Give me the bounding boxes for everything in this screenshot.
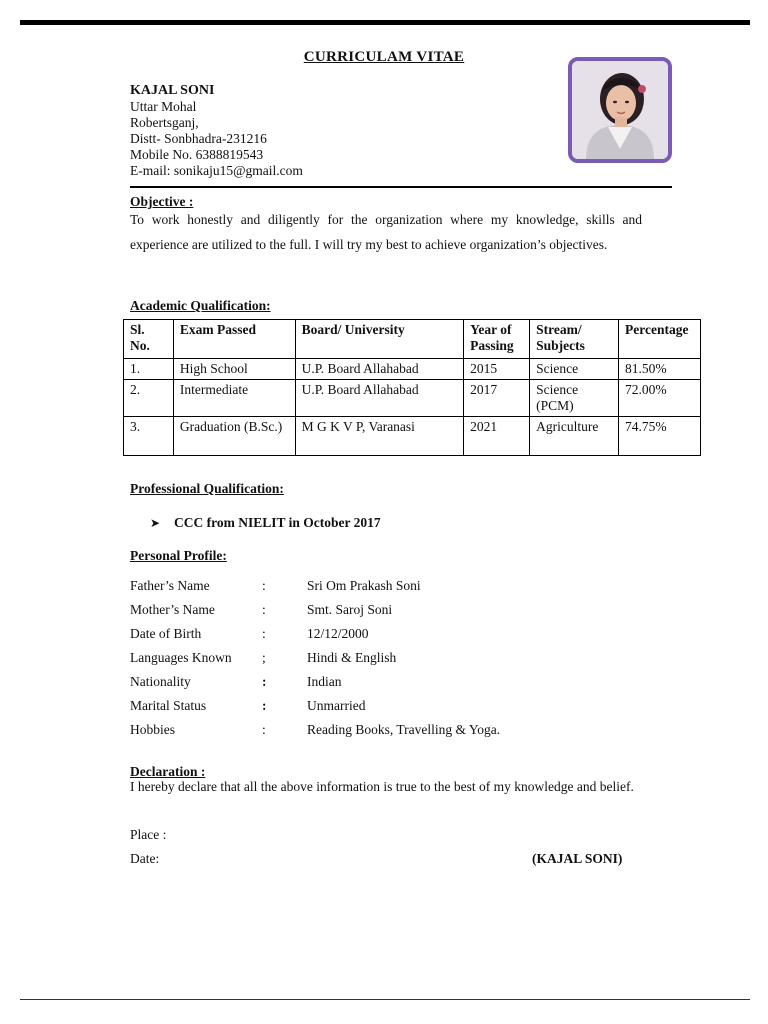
- profile-row: [130, 578, 550, 602]
- top-rule: [20, 20, 750, 25]
- profile-value: Sri Om Prakash Soni: [307, 578, 421, 593]
- table-cell: 81.50%: [619, 359, 701, 380]
- objective-text: To work honestly and diligently for the organization where my knowledge, skills and experience are utilized to the full. I will try my best to achieve organization’s objectives.: [130, 212, 642, 252]
- table-cell: Graduation (B.Sc.): [173, 417, 295, 456]
- email-address: E-mail: sonikaju15@gmail.com: [130, 163, 303, 178]
- profile-value: 12/12/2000: [307, 626, 369, 641]
- header-divider: [130, 186, 672, 188]
- profile-row: [130, 698, 550, 722]
- date-label: Date:: [130, 851, 160, 866]
- profile-photo: [568, 57, 672, 163]
- profile-value: Reading Books, Travelling & Yoga.: [307, 722, 501, 737]
- profile-separator: :: [262, 722, 266, 737]
- profile-separator: :: [262, 602, 266, 617]
- table-cell: 74.75%: [619, 417, 701, 456]
- profile-separator: :: [262, 626, 266, 641]
- contact-header: [130, 83, 303, 179]
- table-cell: 2.: [124, 380, 174, 417]
- academic-heading: Academic Qualification:: [130, 298, 271, 313]
- professional-heading: Professional Qualification:: [130, 481, 284, 496]
- column-header: Year of Passing: [464, 320, 530, 359]
- table-cell: 1.: [124, 359, 174, 380]
- table-cell: M G K V P, Varanasi: [295, 417, 463, 456]
- table-cell: Intermediate: [173, 380, 295, 417]
- table-cell: 72.00%: [619, 380, 701, 417]
- table-cell: 3.: [124, 417, 174, 456]
- table-header-row: [124, 320, 701, 359]
- profile-row: [130, 650, 550, 674]
- list-item: [150, 515, 381, 531]
- table-row: [124, 417, 701, 456]
- address-line-1: Uttar Mohal: [130, 99, 197, 114]
- table-row: [124, 380, 701, 417]
- personal-heading: Personal Profile:: [130, 548, 227, 563]
- table-cell: 2021: [464, 417, 530, 456]
- person-portrait-icon: [572, 61, 668, 159]
- profile-label: Languages Known: [130, 650, 232, 665]
- place-label: Place :: [130, 827, 167, 842]
- table-cell: High School: [173, 359, 295, 380]
- declaration-text: I hereby declare that all the above information is true to the best of my knowledge and belief.: [130, 779, 634, 794]
- column-header: Sl. No.: [124, 320, 174, 359]
- table-cell: Science: [530, 359, 619, 380]
- academic-table: [123, 319, 701, 456]
- profile-value: Indian: [307, 674, 342, 689]
- column-header: Percentage: [619, 320, 701, 359]
- table-cell: Agriculture: [530, 417, 619, 456]
- candidate-name: KAJAL SONI: [130, 83, 215, 98]
- table-cell: 2015: [464, 359, 530, 380]
- table-cell: Science (PCM): [530, 380, 619, 417]
- profile-value: Smt. Saroj Soni: [307, 602, 393, 617]
- profile-label: Father’s Name: [130, 578, 210, 593]
- profile-label: Date of Birth: [130, 626, 202, 641]
- profile-separator: :: [262, 698, 267, 713]
- profile-separator: :: [262, 578, 266, 593]
- signature-name: (KAJAL SONI): [532, 851, 623, 866]
- profile-separator: :: [262, 674, 267, 689]
- profile-separator: ;: [262, 650, 266, 665]
- profile-row: [130, 602, 550, 626]
- profile-label: Mother’s Name: [130, 602, 215, 617]
- column-header: Board/ University: [295, 320, 463, 359]
- objective-heading: Objective :: [130, 194, 194, 209]
- address-line-3: Distt- Sonbhadra-231216: [130, 131, 267, 146]
- column-header: Exam Passed: [173, 320, 295, 359]
- personal-profile: [130, 578, 550, 746]
- profile-value: Unmarried: [307, 698, 366, 713]
- column-header: Stream/ Subjects: [530, 320, 619, 359]
- declaration-heading: Declaration :: [130, 764, 206, 779]
- bottom-rule: [20, 999, 750, 1000]
- table-cell: U.P. Board Allahabad: [295, 380, 463, 417]
- profile-label: Hobbies: [130, 722, 175, 737]
- document-title: CURRICULAM VITAE: [303, 49, 465, 65]
- table-cell: U.P. Board Allahabad: [295, 359, 463, 380]
- table-row: [124, 359, 701, 380]
- profile-label: Marital Status: [130, 698, 207, 713]
- profile-row: [130, 674, 550, 698]
- profile-label: Nationality: [130, 674, 191, 689]
- mobile-number: Mobile No. 6388819543: [130, 147, 264, 162]
- profile-row: [130, 626, 550, 650]
- list-item-text: CCC from NIELIT in October 2017: [174, 515, 381, 530]
- profile-row: [130, 722, 550, 746]
- arrow-bullet-icon: ➤: [150, 516, 161, 530]
- table-cell: 2017: [464, 380, 530, 417]
- profile-value: Hindi & English: [307, 650, 397, 665]
- address-line-2: Robertsganj,: [130, 115, 199, 130]
